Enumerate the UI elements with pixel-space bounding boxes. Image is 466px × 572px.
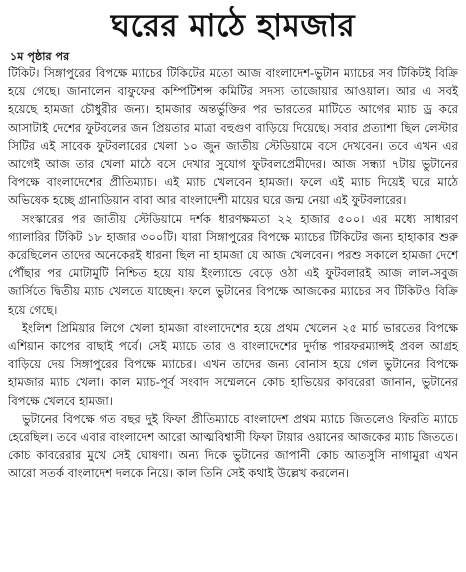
article-headline: ঘরের মাঠে হামজার (110, 8, 356, 44)
continuation-label: ১ম পৃষ্ঠার পর (10, 50, 70, 63)
article-paragraph-2: সংস্কারের পর জাতীয় স্টেডিয়ামে দর্শক ধারণক্ষমতা ২২ হাজার ৫০০। এর মধ্যে সাধারণ গ্যালারির টিকিট ১৮ হাজার ৩০০টি। যারা সিঙ্গাপুরের বিপক্ষে ম্যাচের টিকিটের জন্য হাহাকার শুরু করেছিলেন তাদের অনেকেরই ধারনা ছিল না হামজা যে আজ খেলবেন। পরশু সকালে হামজা দেশে পৌঁছার পর মোটামুটি নিশ্চিত হয়ে যায় ইংল্যান্ডে বেড়ে ওঠা এই ফুটবলারই আজ লাল-সবুজ জার্সিতে দ্বিতীয় ম্যাচ খেলতে যাচ্ছেন। ফলে ভুটানের বিপক্ষে আজকের ম্যাচের সব টিকিটও বিক্রি হয়ে গেছে। (8, 211, 458, 317)
article-paragraph-1: টিকিট। সিঙ্গাপুরের বিপক্ষে ম্যাচের টিকিটের মতো আজ বাংলাদেশ-ভুটান ম্যাচের সব টিকিটই বিক্রি হয়ে গেছে। জানালেন বাফুফের কম্পিটিশন্স কমিটির সদস্য তাজোয়ার আওয়াল। আর এ সবই হয়েছে হামজা চৌধুরীর জন্য। হামজার অন্তর্ভুক্তির পর ভারতের মাটিতে আগের ম্যাচ ড্র করে আসাটাই দেশের ফুটবলের জন প্রিয়তার মাত্রা বহুগুণ বাড়িয়ে দিয়েছে। সবার প্রত্যাশা ছিল লেস্টার সিটির এই সাবেক ফুটবলারের খেলা ১০ জুন জাতীয় স্টেডিয়ামে বসে দেখবেন। তবে এখন এর আগেই আজ তার খেলা মাঠে বসে দেখার সুযোগ ফুটবলপ্রেমীদের। আজ সন্ধ্যা ৭টায় ভুটানের বিপক্ষে বাংলাদেশের প্রীতিম্যাচ। এই ম্যাচ খেলবেন হামজা। ফলে এই ম্যাচ দিয়েই ঘরে মাঠে অভিষেক হচ্ছে গ্রানাডিয়ান বাবা আর বাংলাদেশী মায়ের ঘরে জন্ম নেয়া এই ফুটবলারের। (8, 66, 458, 208)
article-paragraph-3: ইংলিশ প্রিমিয়ার লিগে খেলা হামজা বাংলাদেশের হয়ে প্রথম খেলেন ২৫ মার্চ ভারতের বিপক্ষে এশিয়ান কাপের বাছাই পর্বে। সেই ম্যাচে তার ও বাংলাদেশের দুর্দান্ত পারফরম্যান্সই প্রবল আগ্রহ বাড়িয়ে দেয় সিঙ্গাপুরের বিপক্ষে ম্যাচের। এখন তাদের জন্য বোনাস হয়ে গেল ভুটানের বিপক্ষে হামজার ম্যাচ খেলা। কাল ম্যাচ-পূর্ব সংবাদ সম্মেলনে কোচ হাভিয়ের কাবরেরা জানান, ভুটানের বিপক্ষে খেলবে হামজা। (8, 320, 458, 408)
article-paragraph-4: ভুটানের বিপক্ষে গত বছর দুই ফিফা প্রীতিম্যাচে বাংলাদেশ প্রথম ম্যাচে জিতলেও ফিরতি ম্যাচে হেরেছিল। তবে এবার বাংলাদেশ আরো আত্মবিশ্বাসী ফিফা টায়ার ওয়ানের আজকের ম্যাচ জিততে। কোচ কাবরেরার মুখে সেই ঘোষণা। অন্য দিকে ভুটানের জাপানী কোচ আতসুসি নাগামুরা এখন আরো সতর্ক বাংলাদেশ দলকে নিয়ে। কাল তিনি সেই কথাই উল্লেখ করলেন। (8, 411, 458, 481)
